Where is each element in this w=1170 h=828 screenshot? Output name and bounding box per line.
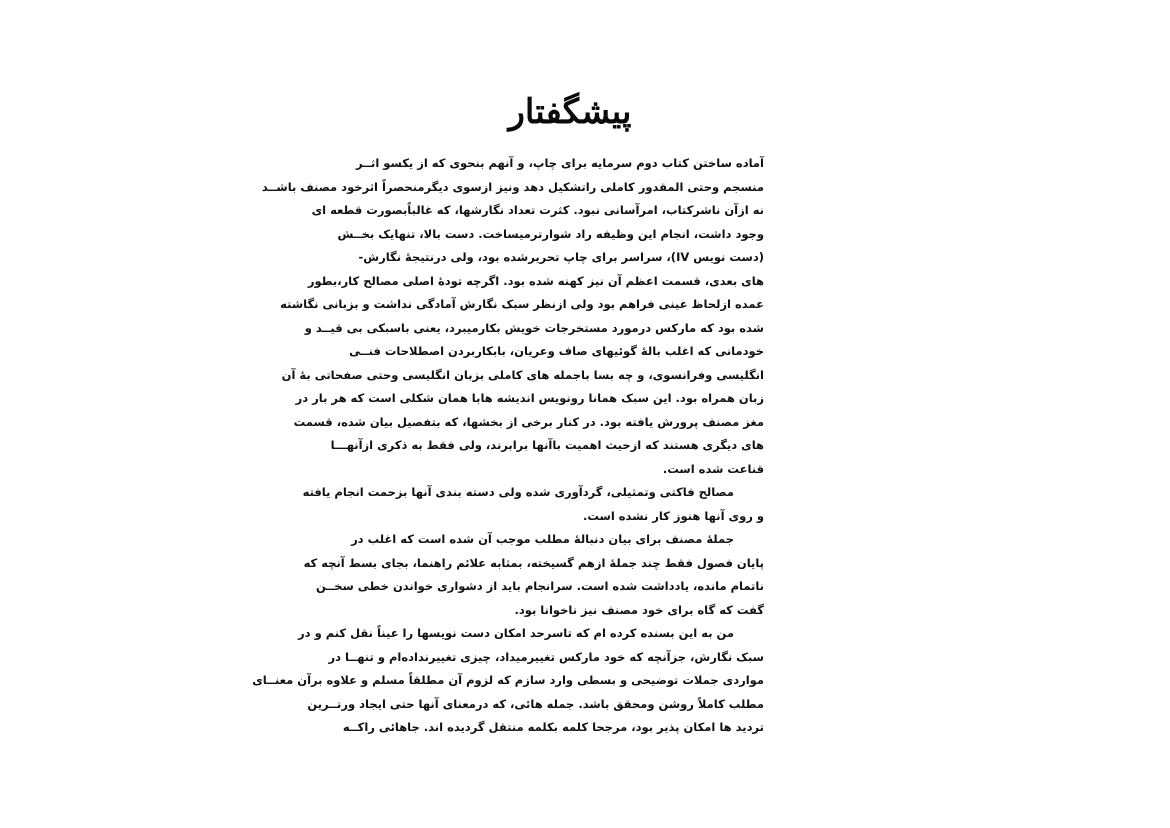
text-line: قناعت شده است. <box>662 461 764 476</box>
text-line: شده بود که مارکس درمورد مستخرجات خویش بکارمیبرد، یعنی باسبکی بی قیــد و <box>304 320 764 335</box>
text-line: منسجم وحتی المقدور کاملی راتشکیل دهد ونیز ازسوی دیگرمنحصراً اثرخود مصنف باشــد <box>261 179 764 194</box>
text-line: عمده ازلحاظ عینی فراهم بود ولی ازنظر سبک نگارش آمادگی نداشت و بزبانی نگاشته <box>280 297 764 311</box>
text-line: نه ازآن ناشرکتاب، امرآسانی نبود. کثرت تعداد نگارشها، که غالباًبصورت قطعه ای <box>311 203 764 217</box>
text-line: و روی آنها هنوز کار نشده است. <box>582 508 764 523</box>
text-line: مصالح فاکتی وتمثیلی، گردآوری شده ولی دسته بندی آنها بزحمت انجام یافته <box>302 485 734 499</box>
text-line: وجود داشت، انجام این وظیفه راد شوارترمیساخت. دست بالا، تنهایک بخــش <box>337 226 764 241</box>
page-title: پیشگفتار <box>508 92 632 132</box>
text-line: زبان همراه بود. این سبک همانا رونویس اندیشه هابا همان شکلی است که هر بار در <box>295 391 764 405</box>
text-line: آماده ساختن کتاب دوم سرمایه برای چاپ، و آنهم بنحوی که از یکسو اثــر <box>356 156 764 170</box>
text-line: مغز مصنف پرورش یافته بود. در کنار برخی از بخشها، که بتفصیل بیان شده، قسمت <box>293 414 764 429</box>
text-line: جملهٔ مصنف برای بیان دنبالهٔ مطلب موجب آن شده است که اغلب در <box>351 532 734 546</box>
text-line: مواردی جملات توضیحی و بسطی وارد سازم که لزوم آن مطلقاً مسلم و علاوه برآن معنــای <box>252 673 764 687</box>
text-line: (دست نویس IV)، سراسر برای چاپ تحریرشده بود، ولی درنتیجهٔ نگارش- <box>358 250 764 264</box>
text-line: ناتمام مانده، یادداشت شده است. سرانجام باید از دشواری خواندن خطی سخــن <box>316 579 764 593</box>
text-line: پایان فصول فقط چند جملهٔ ازهم گسیخته، بمثابه علائم راهنما، بجای بسط آنچه که <box>303 555 764 570</box>
text-line: من به این بسنده کرده ام که تاسرحد امکان دست نویسها را عیناً نقل کنم و در <box>298 626 734 640</box>
text-line: هاى دیگری هستند که ازحیث اهمیت باآنها برابرند، ولی فقط به ذکری ازآنهـــا <box>330 438 764 452</box>
text-line: های بعدی، قسمت اعظم آن نیز کهنه شده بود. اگرچه تودهٔ اصلی مصالح کار،بطور <box>307 273 764 288</box>
text-line: سبک نگارش، جزآنچه که خود مارکس تغییرمیداد، چیزی تغییرنداده‌ام و تنهــا در <box>328 649 764 664</box>
text-line: انگلیسی وفرانسوی، و چه بسا باجمله های کاملی بزبان انگلیسی وحتی صفحاتی بهٔ آن <box>281 367 764 382</box>
text-line: گفت که گاه برای خود مصنف نیز ناخوانا بود. <box>514 602 764 617</box>
text-line: تردید ها امکان پذیر بود، مرجحا کلمه بکلمه منتقل گردیده اند. جاهائی راکــه <box>342 720 764 734</box>
text-line: خودمانی که اغلب بالهٔ گوئیهای صاف وعریان، بابکاربردن اصطلاحات فنــی <box>349 344 764 358</box>
body-text <box>252 152 764 740</box>
text-line: مطلب کاملاً روشن ومحقق باشد. جمله هائی، که درمعنای آنها حتی ایجاد ورتــرین <box>307 696 764 711</box>
